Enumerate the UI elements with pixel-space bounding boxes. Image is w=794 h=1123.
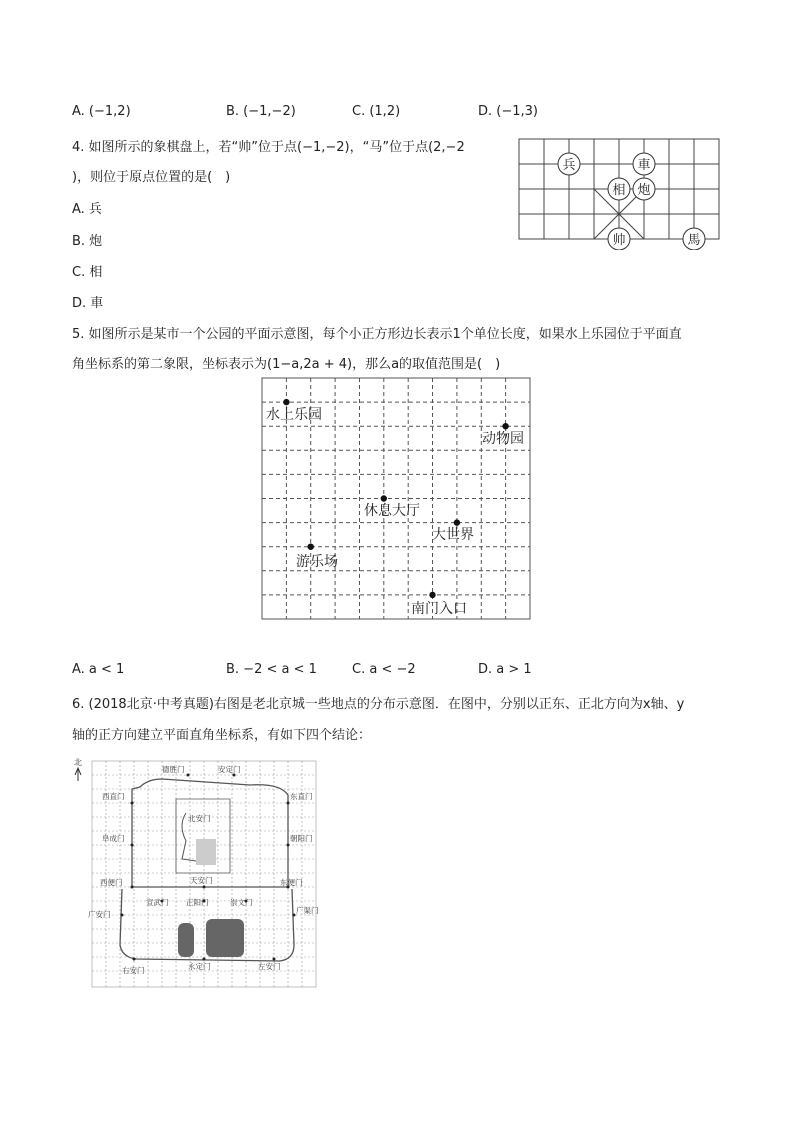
chess-board-figure [516,134,722,250]
palace-block [196,839,216,865]
gate-deshengmen: 德胜门 [162,765,185,774]
north-label: 北 [74,758,82,767]
label-big-world: 大世界 [432,527,474,543]
gate-yongdingmen: 永定门 [188,962,211,971]
gate-fuchengmen: 阜成门 [102,834,125,843]
chess-piece-ma-label: 馬 [687,233,701,248]
chess-piece-ju [633,153,655,175]
q5-option-c: C. a < −2 [352,662,416,677]
temple-block-1 [178,923,194,957]
gate-zuoanmen: 左安门 [258,962,281,971]
point-water-park [283,399,289,405]
q4-option-d: D. 車 [72,296,104,311]
q5-option-a: A. a < 1 [72,662,125,677]
beijing-map-figure [70,755,320,991]
gate-tiananmen: 天安门 [190,876,213,885]
point-rest-hall [381,495,387,501]
gate-guangqumen: 广渠门 [296,906,319,915]
label-rest-hall: 休息大厅 [364,503,420,519]
chess-piece-shuai [608,228,630,250]
chess-piece-xiang [608,178,630,200]
q3-option-d: D. (−1,3) [478,104,538,119]
gate-chaoyangmen: 朝阳门 [290,834,313,843]
q6-stem-line2: 轴的正方向建立平面直角坐标系，有如下四个结论： [72,728,372,743]
park-map-figure [258,374,534,624]
gate-zhengyangmen: 正阳门 [186,898,209,907]
q3-option-b: B. (−1,−2) [226,104,296,119]
q6-stem-line1: 6. (2018北京·中考真题)右图是老北京城一些地点的分布示意图．在图中，分别以正东、正北方向为x轴、y [72,697,685,712]
gate-beianmen: 北安门 [188,814,211,823]
chess-piece-ma [683,228,705,250]
q4-option-c: C. 相 [72,265,103,280]
q4-stem-line2: )，则位于原点位置的是( ) [72,170,231,185]
gate-xuanwumen: 宣武门 [146,898,169,907]
chess-piece-ju-label: 車 [637,158,651,173]
q5-option-d: D. a > 1 [478,662,532,677]
q4-stem-line1: 4. 如图所示的象棋盘上，若“帅”位于点(−1,−2)，“马”位于点(2,−2 [72,140,465,155]
chess-piece-bing [558,153,580,175]
gate-dongbianmen: 东便门 [280,878,303,887]
q4-option-b: B. 炮 [72,234,103,249]
chess-piece-shuai-label: 帅 [612,233,626,248]
point-south-gate [429,592,435,598]
q5-stem-line2: 角坐标系的第二象限，坐标表示为(1−a,2a + 4)，那么a的取值范围是( ) [72,357,501,372]
label-zoo: 动物园 [482,431,524,447]
label-amusement: 游乐场 [296,554,338,570]
gate-chongwenmen: 崇文门 [230,898,253,907]
gate-xizhimen: 西直门 [102,792,125,801]
gate-guanganmen: 广安门 [88,910,111,919]
q3-option-a: A. (−1,2) [72,104,131,119]
point-amusement [308,544,314,550]
point-big-world [454,519,460,525]
chess-piece-pao-label: 炮 [637,183,651,198]
q4-option-a: A. 兵 [72,202,102,217]
q5-stem-line1: 5. 如图所示是某市一个公园的平面示意图，每个小正方形边长表示1个单位长度，如果水上乐园位于平面直 [72,327,682,342]
label-south-gate: 南门入口 [411,601,467,617]
gate-dongzhimen: 东直门 [290,792,313,801]
q3-option-c: C. (1,2) [352,104,401,119]
chess-piece-xiang-label: 相 [612,183,626,198]
chess-piece-bing-label: 兵 [562,158,576,173]
point-zoo [502,423,508,429]
gate-youanmen: 右安门 [122,966,145,975]
temple-block-2 [206,919,244,957]
inner-city-wall [132,779,288,887]
q5-option-b: B. −2 < a < 1 [226,662,317,677]
gate-andingmen: 安定门 [218,765,241,774]
chess-piece-pao [633,178,655,200]
label-water-park: 水上乐园 [266,407,322,423]
north-arrow-icon [75,768,81,781]
gate-xibianmen: 西便门 [100,878,123,887]
